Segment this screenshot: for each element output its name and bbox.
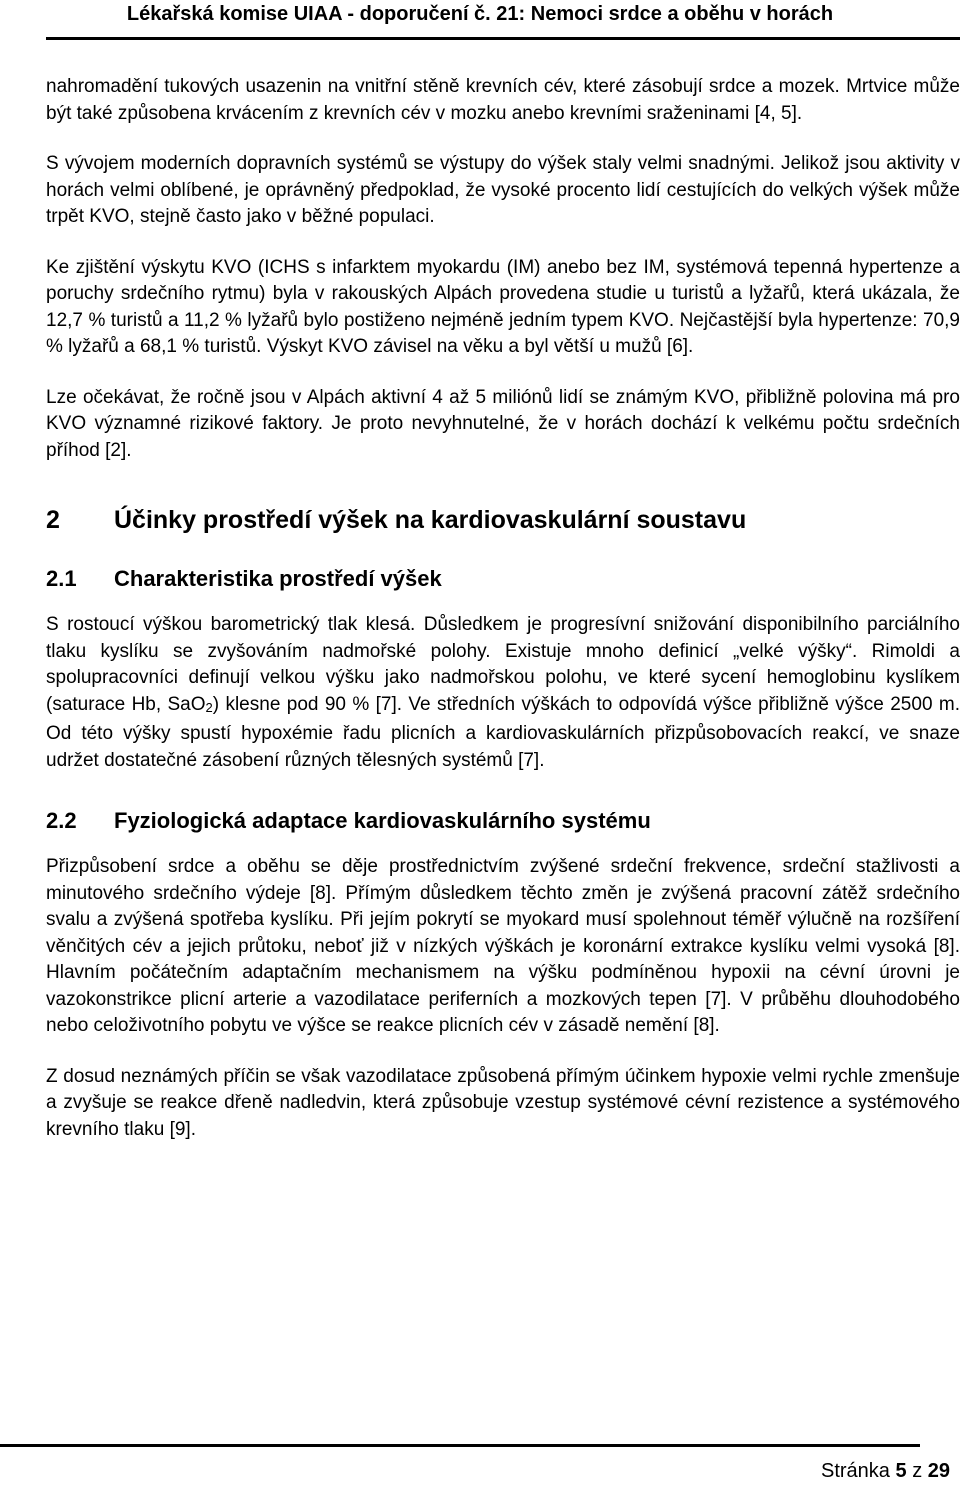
page-label: Stránka xyxy=(821,1460,890,1482)
section-heading-2 xyxy=(46,504,960,536)
paragraph-7: Z dosud neznámých příčin se však vazodilatace způsobená přímým účinkem hypoxie velmi rychle zmenšuje a zvyšuje se reakce dřeně nadledvin, která způsobuje vzestup systémové cévní rezistence a systémového krevního tlaku [9]. xyxy=(46,1065,960,1140)
page-of: z xyxy=(912,1460,923,1482)
document-title: Lékařská komise UIAA - doporučení č. 21: Nemoci srdce a oběhu v horách xyxy=(126,3,834,25)
subsection-heading-2-1 xyxy=(46,564,960,594)
subsection-title: Charakteristika prostředí výšek xyxy=(114,566,442,591)
paragraph-5-text-b: ) klesne pod 90 % [7]. Ve středních výškách to odpovídá výšce přibližně výšce 2500 m. Od této výšky spustí hypoxémie řadu plicních a kardiovaskulárních přizpůsobovacích reakcí, ve snaze udržet dostatečné zásobení různých tělesných systémů [7]. xyxy=(46,693,960,771)
page-number xyxy=(821,1458,950,1484)
page-content xyxy=(46,74,960,1167)
total-pages: 29 xyxy=(927,1460,950,1482)
paragraph-2: S vývojem moderních dopravních systémů se výstupy do výšek staly velmi snadnými. Jelikož jsou aktivity v horách velmi oblíbené, je oprávněný předpoklad, že vysoké procento lidí cestujících do velkých výšek může trpět KVO, stejně často jako v běžné populaci. xyxy=(46,153,960,227)
current-page: 5 xyxy=(895,1460,907,1482)
subsection-title: Fyziologická adaptace kardiovaskulárního systému xyxy=(114,808,651,833)
footer-divider xyxy=(0,1444,920,1447)
paragraph-3: Ke zjištění výskytu KVO (ICHS s infarktem myokardu (IM) anebo bez IM, systémová tepenná hypertenze a poruchy srdečního rytmu) byla v rakouských Alpách provedena studie u turistů a lyžařů, která ukázala, že 12,7 % turistů a 11,2 % lyžařů bylo postiženo nejméně jedním typem KVO. Nejčastější byla hypertenze: 70,9 % lyžařů a 68,1 % turistů. Výskyt KVO závisel na věku a byl větší u mužů [6]. xyxy=(46,256,960,357)
subsection-number: 2.1 xyxy=(46,566,77,591)
header-divider xyxy=(46,37,960,40)
paragraph-5 xyxy=(46,612,960,774)
subscript-2: 2 xyxy=(205,699,213,715)
subsection-heading-2-2 xyxy=(46,806,960,836)
paragraph-1: nahromadění tukových usazenin na vnitřní stěně krevních cév, které zásobují srdce a mozek. Mrtvice může být také způsobena krvácením z krevních cév v mozku anebo krevními sraženinami [4, 5]. xyxy=(46,76,960,124)
section-title: Účinky prostředí výšek na kardiovaskulární soustavu xyxy=(114,506,747,534)
paragraph-5-text-a: S rostoucí výškou barometrický tlak klesá. Důsledkem je progresívní snižování disponibilního parciálního tlaku kyslíku se zvyšováním nadmořské polohy. Existuje mnoho definicí „velké výšky“. Rimoldi a spolupracovníci definují velkou výšku jako nadmořskou polohu, ve které sycení hemoglobinu kyslíkem (saturace Hb, SaO xyxy=(46,614,960,715)
subsection-number: 2.2 xyxy=(46,808,77,833)
paragraph-6: Přizpůsobení srdce a oběhu se děje prostřednictvím zvýšené srdeční frekvence, srdeční stažlivosti a minutového srdečního výdeje [8]. Přímým důsledkem těchto změn je zvýšená pracovní zátěž srdečního svalu a zvýšená spotřeba kyslíku. Při jejím pokrytí se myokard musí spolehnout téměř výlučně na rozšíření věnčitých cév a jejich průtoku, neboť již v nízkých výškách je koronární extrakce kyslíku velmi vysoká [8]. Hlavním počátečním adaptačním mechanismem na výšku podmíněnou hypoxii na cévní úrovni je vazokonstrikce plicní arterie a vazodilatace periferních a mozkových tepen [7]. V průběhu dlouhodobého nebo celoživotního pobytu ve výšce se reakce plicních cév v zásadě nemění [8]. xyxy=(46,856,960,1036)
section-number: 2 xyxy=(46,506,60,534)
running-header xyxy=(0,0,960,36)
paragraph-4: Lze očekávat, že ročně jsou v Alpách aktivní 4 až 5 miliónů lidí se známým KVO, přibližně polovina má pro KVO významné rizikové faktory. Je proto nevyhnutelné, že v horách dochází k velkému počtu srdečních příhod [2]. xyxy=(46,386,960,461)
